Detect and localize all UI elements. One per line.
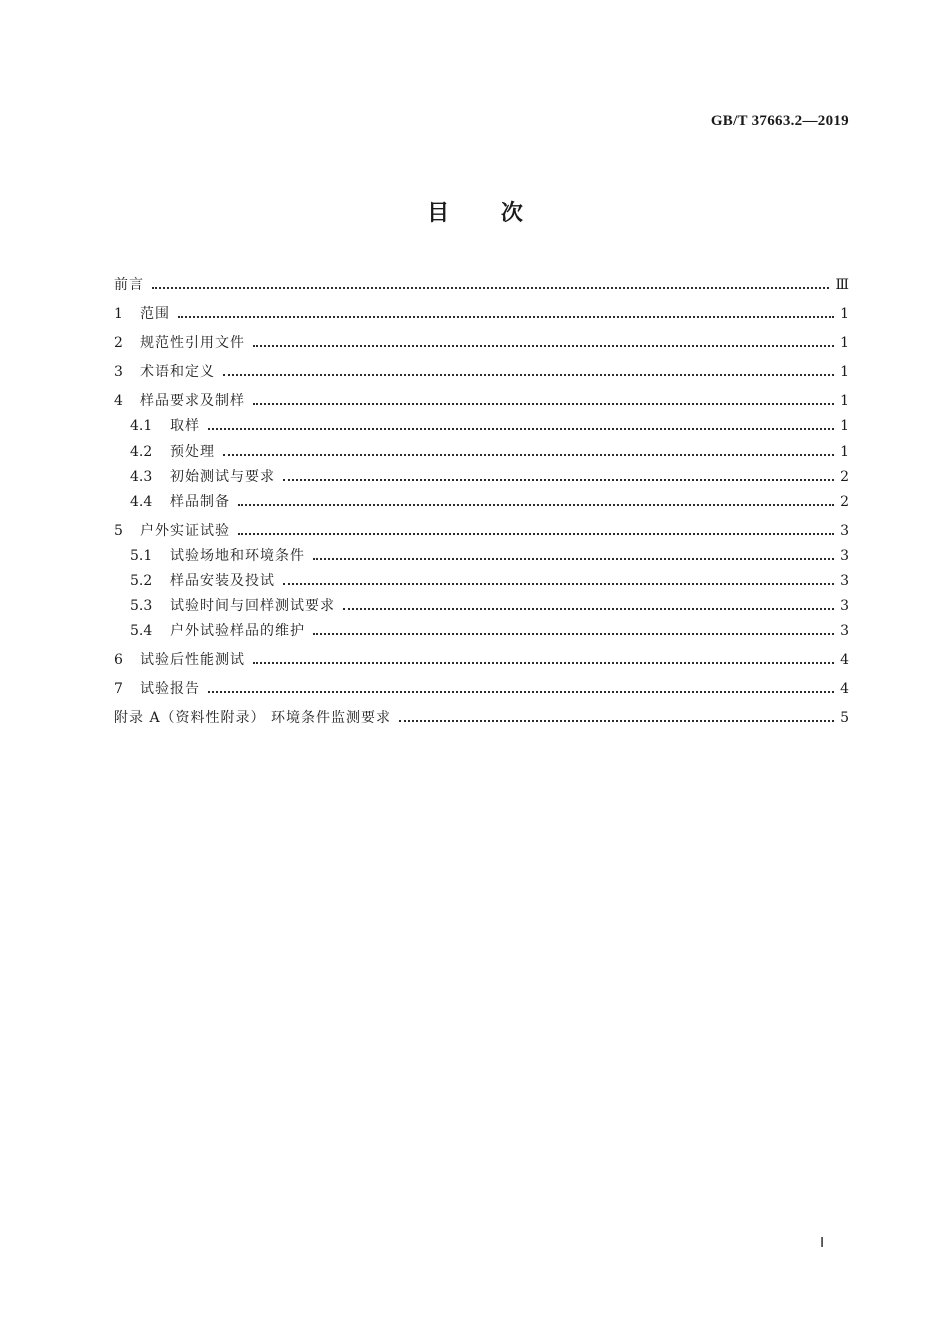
toc-entry[interactable] — [114, 679, 849, 699]
toc-entry-label: 取样 — [170, 418, 200, 434]
toc-entry[interactable] — [130, 596, 849, 616]
toc-entry-page: 3 — [840, 523, 849, 539]
toc-entry-page: 2 — [840, 469, 849, 485]
toc-entry-page: 3 — [840, 548, 849, 564]
toc-entry-label: 前言 — [114, 277, 144, 293]
toc-dot-leader — [223, 454, 834, 456]
toc-entry-page: 1 — [840, 418, 849, 434]
toc-entry[interactable] — [130, 467, 849, 487]
toc-entry[interactable] — [130, 571, 849, 591]
toc-entry[interactable] — [114, 362, 849, 382]
toc-entry[interactable] — [130, 416, 849, 436]
toc-entry-number: 2 — [114, 335, 123, 351]
toc-entry-label: 样品要求及制样 — [140, 393, 245, 409]
toc-entry-label: 试验场地和环境条件 — [170, 548, 305, 564]
toc-dot-leader — [253, 403, 834, 405]
toc-dot-leader — [178, 316, 834, 318]
page-title: 目 次 — [427, 201, 523, 226]
toc-dot-leader — [343, 608, 834, 610]
toc-entry-number: 5 — [114, 523, 123, 539]
toc-entry-page: 3 — [840, 573, 849, 589]
toc-entry-label: 附录 A（资料性附录） 环境条件监测要求 — [114, 710, 392, 726]
toc-entry-number: 5.2 — [130, 573, 153, 589]
toc-dot-leader — [253, 345, 834, 347]
toc-entry-page: 1 — [840, 364, 849, 380]
toc-entry-page: 1 — [840, 393, 849, 409]
toc-entry-page: 1 — [840, 444, 849, 460]
toc-dot-leader — [313, 558, 834, 560]
toc-entry-label: 规范性引用文件 — [140, 335, 245, 351]
toc-dot-leader — [283, 479, 834, 481]
toc-entry-label: 试验时间与回样测试要求 — [170, 598, 335, 614]
toc-entry[interactable] — [114, 304, 849, 324]
toc-entry-number: 1 — [114, 306, 123, 322]
toc-dot-leader — [238, 533, 834, 535]
toc-entry-page: 3 — [840, 623, 849, 639]
toc-dot-leader — [208, 691, 834, 693]
toc-entry-label: 初始测试与要求 — [170, 469, 275, 485]
toc-entry-number: 4.1 — [130, 418, 153, 434]
toc-entry[interactable] — [130, 442, 849, 462]
toc-dot-leader — [238, 504, 834, 506]
toc-entry[interactable] — [130, 546, 849, 566]
toc-dot-leader — [208, 428, 834, 430]
toc-entry-page: 1 — [840, 306, 849, 322]
toc-entry-label: 样品制备 — [170, 494, 230, 510]
toc-entry[interactable] — [114, 521, 849, 541]
toc-entry[interactable] — [114, 275, 849, 295]
toc-entry-label: 试验后性能测试 — [140, 652, 245, 668]
toc-entry-number: 4 — [114, 393, 123, 409]
toc-entry-label: 户外实证试验 — [140, 523, 230, 539]
toc-entry[interactable] — [130, 492, 849, 512]
toc-entry-page: 1 — [840, 335, 849, 351]
toc-entry-number: 4.4 — [130, 494, 153, 510]
toc-entry-number: 5.1 — [130, 548, 153, 564]
toc-entry-page: 4 — [840, 652, 849, 668]
toc-entry[interactable] — [114, 391, 849, 411]
toc-entry-label: 预处理 — [170, 444, 215, 460]
toc-entry[interactable] — [114, 650, 849, 670]
toc-entry-page: 4 — [840, 681, 849, 697]
toc-entry-page: 2 — [840, 494, 849, 510]
toc-entry-number: 4.2 — [130, 444, 153, 460]
standard-code: GB/T 37663.2—2019 — [710, 113, 849, 129]
toc-entry-number: 6 — [114, 652, 123, 668]
toc-entry-label: 试验报告 — [140, 681, 200, 697]
toc-entry[interactable] — [114, 708, 849, 728]
toc-entry[interactable] — [130, 621, 849, 641]
toc-entry-page: 3 — [840, 598, 849, 614]
toc-dot-leader — [253, 662, 834, 664]
toc-entry-label: 术语和定义 — [140, 364, 215, 380]
toc-dot-leader — [399, 720, 834, 722]
toc-entry-number: 5.3 — [130, 598, 153, 614]
toc-entry-number: 5.4 — [130, 623, 153, 639]
toc-entry-number: 7 — [114, 681, 123, 697]
toc-entry-number: 4.3 — [130, 469, 153, 485]
page-number: Ⅰ — [820, 1236, 825, 1251]
toc-entry-page: Ⅲ — [835, 277, 849, 293]
toc-dot-leader — [313, 633, 834, 635]
toc-dot-leader — [223, 374, 834, 376]
toc-entry[interactable] — [114, 333, 849, 353]
toc-entry-number: 3 — [114, 364, 123, 380]
toc-entry-label: 户外试验样品的维护 — [170, 623, 305, 639]
toc-dot-leader — [283, 583, 834, 585]
toc-dot-leader — [152, 287, 829, 289]
toc-entry-page: 5 — [840, 710, 849, 726]
toc-entry-label: 样品安装及投试 — [170, 573, 275, 589]
toc-entry-label: 范围 — [140, 306, 170, 322]
